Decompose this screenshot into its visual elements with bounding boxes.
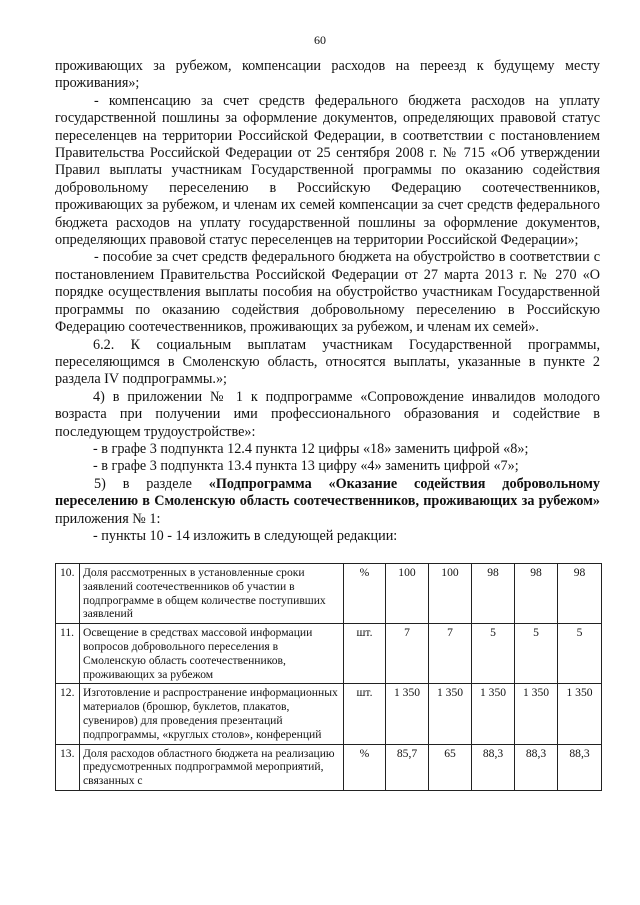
value-cell: 98: [472, 564, 515, 624]
value-cell: 65: [429, 744, 472, 790]
paragraph: - компенсацию за счет средств федерального бюджета расходов на уплату государственной пошлины за оформление документов, определяющих правовой статус переселенцев на территории Российской Федерации, в соответствии с постановлением Правительства Российской Федерации от 25 сентября 2008 г. № 715 «Об утверждении Правил выплаты участникам Государственной программы по оказанию содействия добровольному переселению в Российскую Федерацию соотечественников, проживающих за рубежом, и членам их семей компенсации за счет средств федерального бюджета расходов на уплату государственной пошлины за оформление документов, определяющих правовой статус переселенцев на территории Российской Федерации»;: [55, 92, 600, 249]
table-row: [56, 624, 602, 684]
value-cell: 5: [472, 624, 515, 684]
value-cell: 1 350: [558, 684, 602, 744]
row-number-cell: 12.: [56, 684, 80, 744]
paragraph: 6.2. К социальным выплатам участникам Государственной программы, переселяющимся в Смоленскую область, относятся выплаты, указанные в пункте 2 раздела IV подпрограммы.»;: [55, 336, 600, 388]
table-row: [56, 564, 602, 624]
indicator-name-cell: Доля расходов областного бюджета на реализацию предусмотренных подпрограммой мероприятий, связанных с: [80, 744, 344, 790]
value-cell: 98: [515, 564, 558, 624]
value-cell: 85,7: [386, 744, 429, 790]
indicators-table: [55, 563, 602, 791]
indicator-name-cell: Доля рассмотренных в установленные сроки заявлений соотечественников об участии в подпрограмме в общем количестве поступивших заявлений: [80, 564, 344, 624]
section-5-title: «Подпрограмма «Оказание содействия добровольному переселению в Смоленскую область соотечественников, проживающих за рубежом»: [55, 475, 600, 510]
value-cell: 88,3: [558, 744, 602, 790]
indicator-name-cell: Освещение в средствах массовой информации вопросов добровольного переселения в Смоленскую область соотечественников, проживающих за рубежом: [80, 624, 344, 684]
value-cell: 100: [429, 564, 472, 624]
value-cell: 1 350: [386, 684, 429, 744]
paragraph: 4) в приложении № 1 к подпрограмме «Сопровождение инвалидов молодого возраста при получении ими профессионального образования и содействие в последующем трудоустройстве»:: [55, 388, 600, 440]
row-number-cell: 10.: [56, 564, 80, 624]
body-text: [55, 58, 600, 545]
value-cell: 7: [429, 624, 472, 684]
value-cell: 5: [558, 624, 602, 684]
indicator-name-cell: Изготовление и распространение информационных материалов (брошюр, буклетов, плакатов, сувениров) для проведения презентаций подпрограммы, «круглых столов», конференций: [80, 684, 344, 744]
row-number-cell: 13.: [56, 744, 80, 790]
value-cell: 7: [386, 624, 429, 684]
section-5-suffix: приложения № 1:: [55, 510, 161, 527]
row-number-cell: 11.: [56, 624, 80, 684]
value-cell: 5: [515, 624, 558, 684]
unit-cell: шт.: [344, 684, 386, 744]
value-cell: 1 350: [429, 684, 472, 744]
paragraph: - в графе 3 подпункта 13.4 пункта 13 цифру «4» заменить цифрой «7»;: [93, 458, 519, 475]
unit-cell: %: [344, 564, 386, 624]
table-row: [56, 684, 602, 744]
items-intro: - пункты 10 - 14 изложить в следующей редакции:: [93, 527, 398, 544]
value-cell: 88,3: [515, 744, 558, 790]
section-5-prefix: 5) в разделе: [94, 475, 209, 492]
paragraph: - в графе 3 подпункта 12.4 пункта 12 цифры «18» заменить цифрой «8»;: [93, 440, 529, 457]
unit-cell: %: [344, 744, 386, 790]
value-cell: 100: [386, 564, 429, 624]
paragraph: проживающих за рубежом, компенсации расходов на переезд к будущему месту проживания»;: [55, 58, 600, 92]
value-cell: 88,3: [472, 744, 515, 790]
page-number: 60: [314, 33, 326, 47]
paragraph: - пособие за счет средств федерального бюджета на обустройство в соответствии с постановлением Правительства Российской Федерации от 27 марта 2013 г. № 270 «О порядке осуществления выплаты пособия на обустройство участникам Государственной программы по оказанию содействия добровольному переселению в Российскую Федерацию соотечественников, проживающих за рубежом, и членам их семей».: [55, 249, 600, 336]
value-cell: 1 350: [472, 684, 515, 744]
table-row: [56, 744, 602, 790]
value-cell: 98: [558, 564, 602, 624]
section-5-paragraph: [55, 476, 600, 528]
value-cell: 1 350: [515, 684, 558, 744]
unit-cell: шт.: [344, 624, 386, 684]
